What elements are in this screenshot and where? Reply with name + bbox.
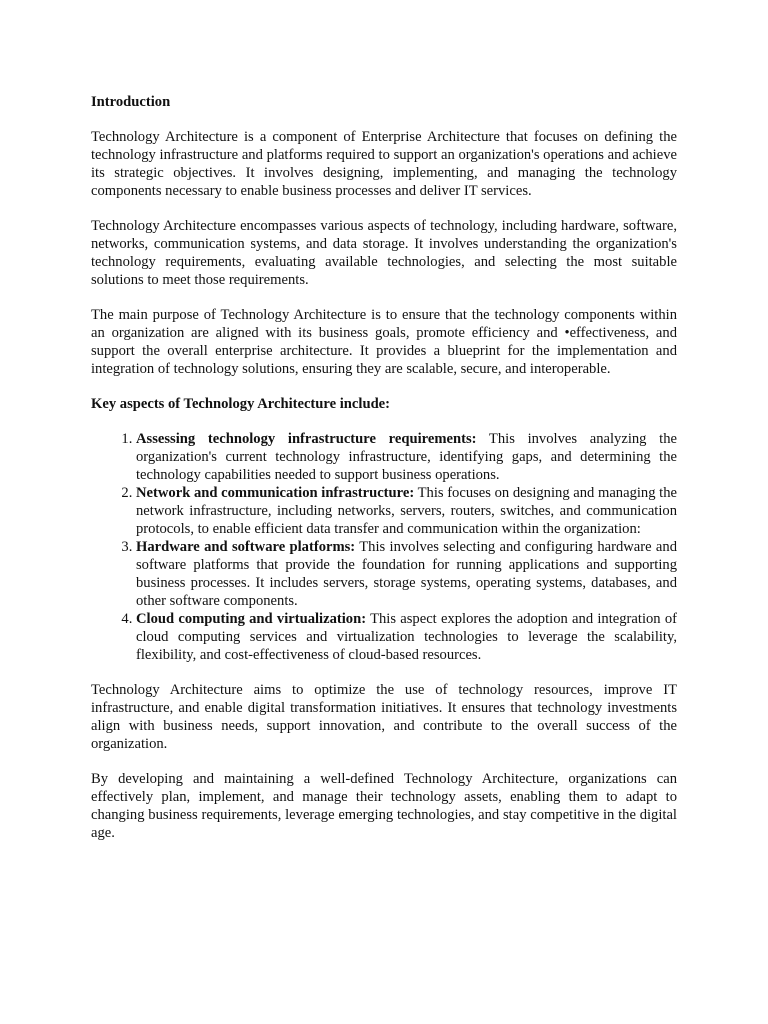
paragraph-aims: Technology Architecture aims to optimize the use of technology resources, improve IT infrastructure, and enable digital transformation initiatives. It ensures that technology investments align with business needs, support innovation, and contribute to the overall success of the organization. [91,682,677,752]
list-item-text: This involves analyzing the organization's current technology infrastructure, identifying gaps, and determining the technology capabilities needed to support business operations. [136,431,677,483]
list-item [136,610,677,664]
list-item-text: This involves selecting and configuring hardware and software platforms that provide the foundation for running applications and supporting business processes. It includes servers, storage systems, operating systems, databases, and other software components. [136,539,677,609]
list-item-text: This focuses on designing and managing the network infrastructure, including networks, servers, routers, switches, and communication protocols, to enable efficient data transfer and communication within the organization: [136,485,678,537]
paragraph-purpose: The main purpose of Technology Architecture is to ensure that the technology components within an organization are aligned with its business goals, promote efficiency and •effectiveness, and support the overall enterprise architecture. It provides a blueprint for the implementation and integration of technology solutions, ensuring they are scalable, secure, and interoperable. [91,307,677,377]
list-item-title: Cloud computing and virtualization: [136,611,367,627]
paragraph-definition: Technology Architecture is a component of Enterprise Architecture that focuses on defining the technology infrastructure and platforms required to support an organization's operations and achieve its strategic objectives. It involves designing, implementing, and managing the technology components necessary to enable business processes and deliver IT services. [91,129,677,199]
list-item-text: This aspect explores the adoption and integration of cloud computing services and virtualization technologies to leverage the scalability, flexibility, and cost-effectiveness of cloud-based resources. [136,611,678,663]
intro-heading: Introduction [91,94,171,110]
list-item-title: Hardware and software platforms: [136,539,356,555]
paragraph-scope: Technology Architecture encompasses various aspects of technology, including hardware, software, networks, communication systems, and data storage. It involves understanding the organization's technology requirements, evaluating available technologies, and selecting the most suitable solutions to meet those requirements. [91,218,677,288]
list-item [136,538,677,610]
key-aspects-heading: Key aspects of Technology Architecture include: [91,396,391,412]
document-page [91,93,677,859]
list-item-title: Assessing technology infrastructure requirements: [136,431,477,447]
list-item-title: Network and communication infrastructure: [136,485,415,501]
paragraph-conclusion: By developing and maintaining a well-defined Technology Architecture, organizations can effectively plan, implement, and manage their technology assets, enabling them to adapt to changing business requirements, leverage emerging technologies, and stay competitive in the digital age. [91,771,677,841]
list-item [136,484,677,538]
list-item [136,430,677,484]
key-aspects-list [91,430,677,664]
